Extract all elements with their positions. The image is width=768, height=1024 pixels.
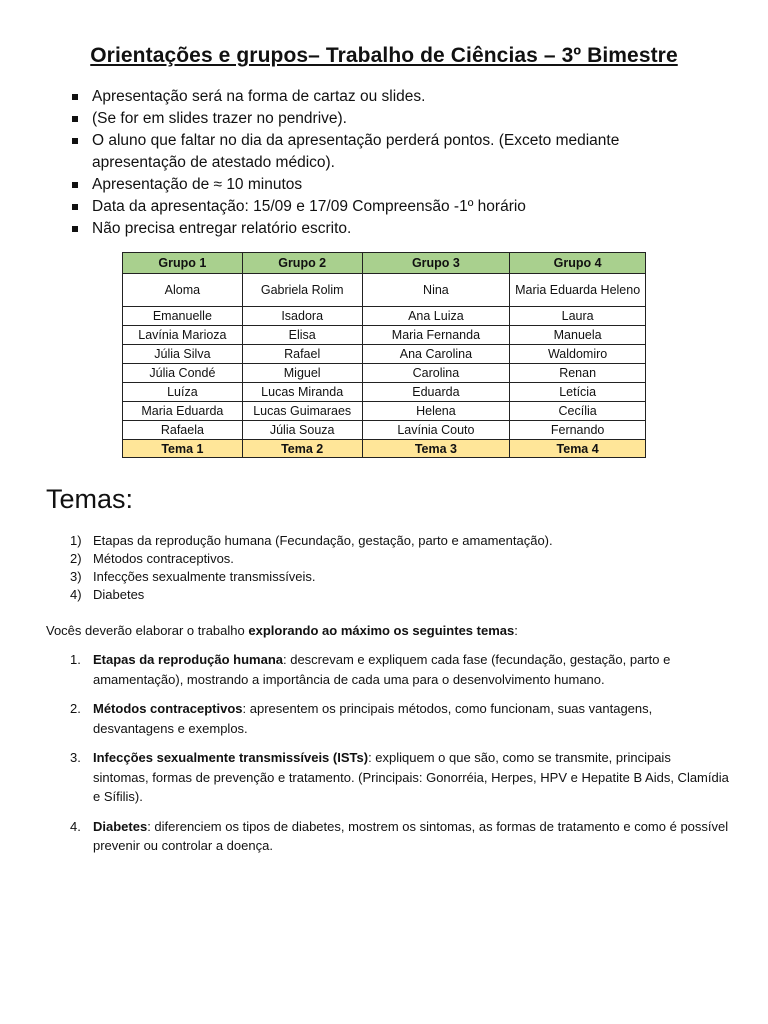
detail-item	[70, 817, 730, 856]
table-cell: Aloma	[123, 274, 243, 307]
table-cell: Miguel	[242, 364, 362, 383]
instruction-item: Data da apresentação: 15/09 e 17/09 Compreensão -1º horário	[70, 196, 710, 218]
table-row	[123, 421, 646, 440]
table-cell: Lavínia Couto	[362, 421, 510, 440]
tema-cell: Tema 2	[242, 440, 362, 458]
table-cell: Ana Luiza	[362, 307, 510, 326]
details-list	[70, 650, 730, 866]
table-cell: Maria Eduarda Heleno	[510, 274, 646, 307]
detail-number: 4.	[70, 818, 81, 834]
table-cell: Júlia Condé	[123, 364, 243, 383]
instruction-item: O aluno que faltar no dia da apresentação perderá pontos. (Exceto mediante apresentação de atestado médico).	[70, 130, 710, 174]
temas-heading: Temas:	[46, 484, 134, 514]
tema-cell: Tema 3	[362, 440, 510, 458]
list-item	[70, 550, 553, 568]
table-cell: Rafaela	[123, 421, 243, 440]
list-text: Etapas da reprodução humana (Fecundação, gestação, parto e amamentação).	[93, 533, 553, 548]
tema-row	[123, 440, 646, 458]
list-number: 3)	[70, 569, 82, 584]
table-header-row	[123, 253, 646, 274]
list-number: 1)	[70, 533, 82, 548]
table-cell: Júlia Souza	[242, 421, 362, 440]
list-text: Infecções sexualmente transmissíveis.	[93, 569, 316, 584]
list-item	[70, 586, 553, 604]
table-cell: Lucas Miranda	[242, 383, 362, 402]
table-cell: Lucas Guimaraes	[242, 402, 362, 421]
detail-text: : expliquem o que são, como se transmite, principais sintomas, formas de prevenção e tratamento. (Principais: Gonorréia, Herpes, HPV e Hepatite B Aids, Clamídia e Sífilis).	[93, 750, 729, 804]
table-cell: Maria Eduarda	[123, 402, 243, 421]
tema-cell: Tema 1	[123, 440, 243, 458]
table-cell: Manuela	[510, 326, 646, 345]
table-cell: Maria Fernanda	[362, 326, 510, 345]
detail-number: 1.	[70, 652, 81, 667]
detail-title: Etapas da reprodução humana	[93, 652, 283, 667]
list-item	[70, 568, 553, 586]
tema-cell: Tema 4	[510, 440, 646, 458]
table-cell: Luíza	[123, 383, 243, 402]
table-cell: Ana Carolina	[362, 345, 510, 364]
intro-emphasis: explorando ao máximo os seguintes temas	[248, 623, 515, 638]
instruction-item: (Se for em slides trazer no pendrive).	[70, 108, 710, 130]
table-header-cell: Grupo 4	[510, 253, 646, 274]
table-row	[123, 364, 646, 383]
table-cell: Cecília	[510, 402, 646, 421]
list-number: 2)	[70, 551, 82, 566]
detail-text: : apresentem os principais métodos, como funcionam, suas vantagens, desvantagens e exemplos.	[93, 701, 653, 736]
table-cell: Lavínia Marioza	[123, 326, 243, 345]
detail-item	[70, 748, 730, 807]
table-cell: Gabriela Rolim	[242, 274, 362, 307]
table-cell: Letícia	[510, 383, 646, 402]
detail-number: 3.	[70, 750, 81, 765]
table-cell: Júlia Silva	[123, 345, 243, 364]
table-row	[123, 383, 646, 402]
detail-number: 2.	[70, 701, 81, 716]
table-cell: Eduarda	[362, 383, 510, 402]
instruction-item: Não precisa entregar relatório escrito.	[70, 218, 710, 240]
instruction-item: Apresentação de ≈ 10 minutos	[70, 174, 710, 196]
detail-text: : descrevam e expliquem cada fase (fecundação, gestação, parto e amamentação), mostrando a importância de cada uma para o desenvolvimento humano.	[93, 652, 671, 687]
table-header-cell: Grupo 3	[362, 253, 510, 274]
list-item	[70, 532, 553, 550]
table-cell: Fernando	[510, 421, 646, 440]
table-row	[123, 307, 646, 326]
table-cell: Emanuelle	[123, 307, 243, 326]
table-row	[123, 274, 646, 307]
table-cell: Elisa	[242, 326, 362, 345]
detail-text: : diferenciem os tipos de diabetes, mostrem os sintomas, as formas de tratamento e como é possível prevenir ou controlar a doença.	[93, 818, 729, 853]
detail-title: Métodos contraceptivos	[93, 701, 243, 716]
detail-item	[70, 650, 730, 689]
table-cell: Carolina	[362, 364, 510, 383]
intro-paragraph	[46, 622, 518, 640]
table-row	[123, 402, 646, 421]
table-header-cell: Grupo 2	[242, 253, 362, 274]
list-number: 4)	[70, 587, 82, 602]
table-cell: Renan	[510, 364, 646, 383]
list-text: Diabetes	[93, 587, 145, 602]
intro-colon: :	[514, 623, 518, 638]
instruction-item: Apresentação será na forma de cartaz ou slides.	[70, 86, 710, 108]
table-cell: Isadora	[242, 307, 362, 326]
table-row	[123, 326, 646, 345]
table-header-cell: Grupo 1	[123, 253, 243, 274]
table-cell: Helena	[362, 402, 510, 421]
groups-table	[122, 252, 646, 458]
page-title: Orientações e grupos– Trabalho de Ciências – 3º Bimestre	[90, 44, 678, 67]
detail-title: Infecções sexualmente transmissíveis (ISTs)	[93, 750, 369, 765]
table-cell: Rafael	[242, 345, 362, 364]
temas-list	[70, 532, 553, 604]
table-row	[123, 345, 646, 364]
list-text: Métodos contraceptivos.	[93, 551, 234, 566]
intro-text: Vocês deverão elaborar o trabalho	[46, 623, 249, 638]
detail-title: Diabetes	[93, 818, 148, 834]
table-cell: Waldomiro	[510, 345, 646, 364]
instructions-list	[70, 86, 710, 240]
table-cell: Nina	[362, 274, 510, 307]
detail-item	[70, 699, 730, 738]
table-cell: Laura	[510, 307, 646, 326]
